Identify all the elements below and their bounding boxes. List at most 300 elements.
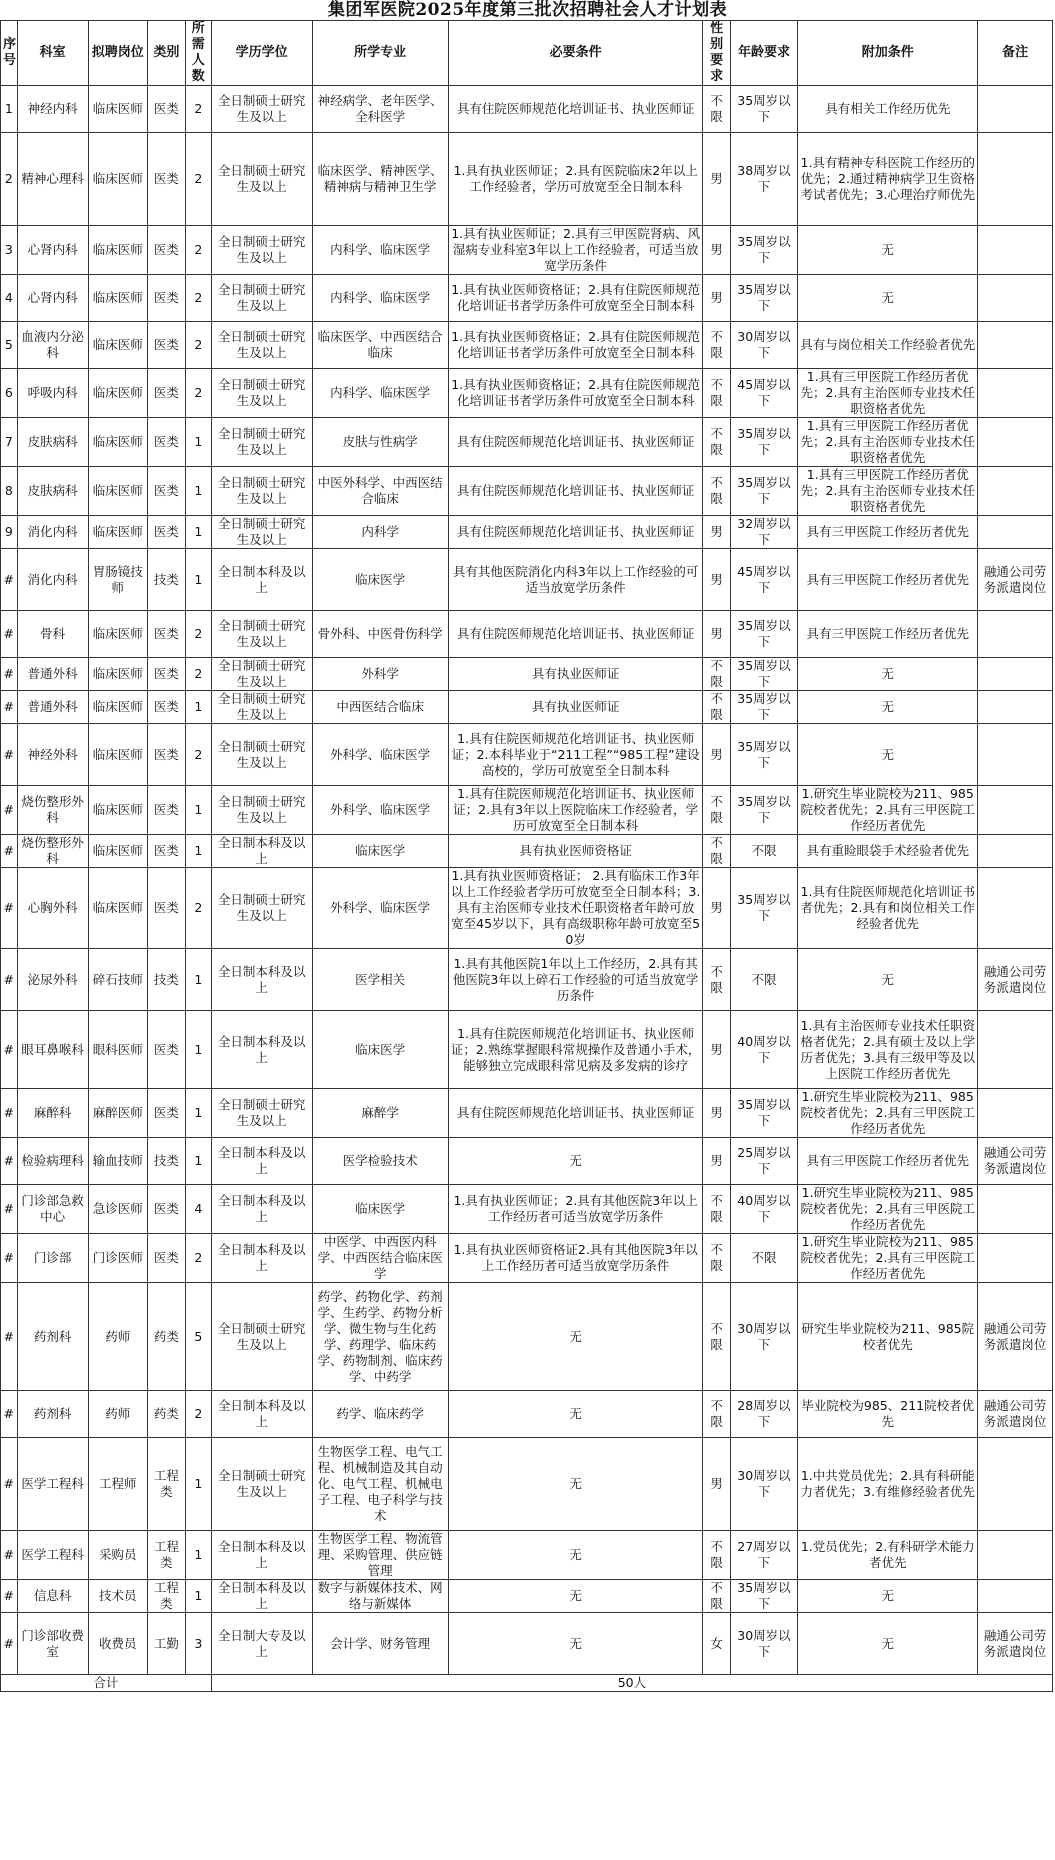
cell-post: 碎石技师 (88, 949, 147, 1011)
cell-extra: 无 (798, 1580, 978, 1613)
cell-requirements: 1.具有执业医师资格证；2.具有住院医师规范化培训证书者学历条件可放宽至全日制本科 (448, 322, 703, 369)
cell-age: 27周岁以下 (730, 1531, 798, 1580)
cell-note (978, 418, 1053, 467)
cell-extra: 无 (798, 949, 978, 1011)
table-row (1, 835, 1053, 868)
cell-gender: 男 (703, 516, 730, 549)
cell-category: 工程类 (147, 1438, 185, 1531)
cell-age: 不限 (730, 949, 798, 1011)
cell-post: 临床医师 (88, 275, 147, 322)
cell-count: 2 (185, 658, 211, 691)
cell-extra: 具有重睑眼袋手术经验者优先 (798, 835, 978, 868)
header-extra: 附加条件 (798, 21, 978, 86)
cell-requirements: 具有其他医院消化内科3年以上工作经验的可适当放宽学历条件 (448, 549, 703, 611)
cell-gender: 男 (703, 1089, 730, 1138)
cell-requirements: 无 (448, 1613, 703, 1675)
cell-age: 不限 (730, 1234, 798, 1283)
cell-note (978, 467, 1053, 516)
cell-note (978, 133, 1053, 226)
cell-category: 药类 (147, 1391, 185, 1438)
cell-extra: 无 (798, 275, 978, 322)
cell-post: 临床医师 (88, 868, 147, 949)
cell-dept: 皮肤病科 (17, 418, 88, 467)
cell-category: 医类 (147, 1234, 185, 1283)
cell-gender: 不限 (703, 1531, 730, 1580)
cell-requirements: 1.具有执业医师证；2.具有其他医院3年以上工作经历者可适当放宽学历条件 (448, 1185, 703, 1234)
table-row (1, 658, 1053, 691)
cell-age: 45周岁以下 (730, 369, 798, 418)
cell-note (978, 786, 1053, 835)
cell-category: 技类 (147, 949, 185, 1011)
cell-extra: 具有与岗位相关工作经验者优先 (798, 322, 978, 369)
cell-age: 35周岁以下 (730, 275, 798, 322)
table-row (1, 1531, 1053, 1580)
cell-dept: 神经外科 (17, 724, 88, 786)
cell-post: 收费员 (88, 1613, 147, 1675)
cell-requirements: 1.具有执业医师资格证；2.具有住院医师规范化培训证书者学历条件可放宽至全日制本科 (448, 275, 703, 322)
cell-gender: 不限 (703, 1185, 730, 1234)
cell-count: 1 (185, 418, 211, 467)
cell-requirements: 1.具有执业医师资格证2.具有其他医院3年以上工作经历者可适当放宽学历条件 (448, 1234, 703, 1283)
cell-no: # (1, 549, 18, 611)
cell-education: 全日制本科及以上 (211, 1580, 312, 1613)
cell-requirements: 具有执业医师证 (448, 658, 703, 691)
cell-extra: 毕业院校为985、211院校者优先 (798, 1391, 978, 1438)
cell-education: 全日制硕士研究生及以上 (211, 1438, 312, 1531)
cell-major: 内科学、临床医学 (312, 275, 448, 322)
table-row (1, 1580, 1053, 1613)
cell-age: 30周岁以下 (730, 322, 798, 369)
cell-gender: 男 (703, 611, 730, 658)
cell-category: 工程类 (147, 1580, 185, 1613)
cell-age: 35周岁以下 (730, 1580, 798, 1613)
cell-category: 医类 (147, 369, 185, 418)
cell-dept: 普通外科 (17, 658, 88, 691)
cell-count: 1 (185, 1580, 211, 1613)
header-category: 类别 (147, 21, 185, 86)
table-row (1, 1613, 1053, 1675)
cell-note (978, 1089, 1053, 1138)
cell-education: 全日制硕士研究生及以上 (211, 786, 312, 835)
cell-extra: 1.具有三甲医院工作经历者优先；2.具有主治医师专业技术任职资格者优先 (798, 418, 978, 467)
cell-education: 全日制硕士研究生及以上 (211, 1089, 312, 1138)
cell-category: 医类 (147, 86, 185, 133)
cell-no: 3 (1, 226, 18, 275)
cell-note (978, 1234, 1053, 1283)
cell-major: 数字与新媒体技术、网络与新媒体 (312, 1580, 448, 1613)
cell-education: 全日制本科及以上 (211, 1234, 312, 1283)
cell-category: 医类 (147, 418, 185, 467)
cell-major: 内科学、临床医学 (312, 226, 448, 275)
cell-category: 医类 (147, 1185, 185, 1234)
cell-education: 全日制本科及以上 (211, 1011, 312, 1089)
cell-post: 急诊医师 (88, 1185, 147, 1234)
cell-no: 6 (1, 369, 18, 418)
cell-note (978, 516, 1053, 549)
cell-dept: 药剂科 (17, 1283, 88, 1391)
cell-extra: 具有三甲医院工作经历者优先 (798, 611, 978, 658)
cell-requirements: 1.具有其他医院1年以上工作经历，2.具有其他医院3年以上碎石工作经验的可适当放宽学历条件 (448, 949, 703, 1011)
cell-count: 1 (185, 949, 211, 1011)
table-row (1, 516, 1053, 549)
cell-major: 中西医结合临床 (312, 691, 448, 724)
cell-age: 25周岁以下 (730, 1138, 798, 1185)
cell-extra: 无 (798, 1613, 978, 1675)
cell-note (978, 226, 1053, 275)
cell-post: 技术员 (88, 1580, 147, 1613)
header-note: 备注 (978, 21, 1053, 86)
cell-extra: 1.具有住院医师规范化培训证书者优先；2.具有和岗位相关工作经验者优先 (798, 868, 978, 949)
cell-major: 神经病学、老年医学、全科医学 (312, 86, 448, 133)
cell-no: # (1, 1531, 18, 1580)
cell-no: # (1, 1089, 18, 1138)
header-education: 学历学位 (211, 21, 312, 86)
cell-gender: 不限 (703, 691, 730, 724)
cell-requirements: 无 (448, 1580, 703, 1613)
cell-dept: 门诊部 (17, 1234, 88, 1283)
cell-age: 30周岁以下 (730, 1438, 798, 1531)
cell-age: 35周岁以下 (730, 611, 798, 658)
cell-post: 临床医师 (88, 835, 147, 868)
cell-no: # (1, 1580, 18, 1613)
cell-note: 融通公司劳务派遣岗位 (978, 1283, 1053, 1391)
cell-major: 医学相关 (312, 949, 448, 1011)
cell-education: 全日制硕士研究生及以上 (211, 226, 312, 275)
cell-count: 3 (185, 1613, 211, 1675)
table-row (1, 611, 1053, 658)
table-row (1, 1138, 1053, 1185)
cell-category: 医类 (147, 322, 185, 369)
cell-age: 40周岁以下 (730, 1185, 798, 1234)
cell-gender: 男 (703, 549, 730, 611)
cell-category: 医类 (147, 658, 185, 691)
cell-gender: 不限 (703, 835, 730, 868)
header-dept: 科室 (17, 21, 88, 86)
cell-note (978, 275, 1053, 322)
cell-dept: 医学工程科 (17, 1438, 88, 1531)
cell-dept: 消化内科 (17, 516, 88, 549)
cell-no: # (1, 1613, 18, 1675)
cell-major: 中医学、中西医内科学、中西医结合临床医学 (312, 1234, 448, 1283)
cell-dept: 检验病理科 (17, 1138, 88, 1185)
cell-no: # (1, 724, 18, 786)
cell-requirements: 无 (448, 1531, 703, 1580)
cell-age: 30周岁以下 (730, 1613, 798, 1675)
cell-post: 临床医师 (88, 786, 147, 835)
table-row (1, 786, 1053, 835)
cell-dept: 烧伤整形外科 (17, 835, 88, 868)
cell-education: 全日制硕士研究生及以上 (211, 658, 312, 691)
cell-requirements: 1.具有住院医师规范化培训证书、执业医师证；2.本科毕业于“211工程”“985工程”建设高校的，学历可放宽至全日制本科 (448, 724, 703, 786)
cell-education: 全日制本科及以上 (211, 1185, 312, 1234)
table-row (1, 275, 1053, 322)
table-row (1, 133, 1053, 226)
cell-major: 临床医学 (312, 1185, 448, 1234)
cell-no: # (1, 835, 18, 868)
cell-major: 临床医学 (312, 549, 448, 611)
cell-gender: 男 (703, 1011, 730, 1089)
cell-post: 临床医师 (88, 611, 147, 658)
cell-count: 1 (185, 691, 211, 724)
cell-extra: 1.具有精神专科医院工作经历的优先；2.通过精神病学卫生资格考试者优先；3.心理治疗师优先 (798, 133, 978, 226)
cell-requirements: 具有住院医师规范化培训证书、执业医师证 (448, 418, 703, 467)
total-label: 合计 (1, 1675, 212, 1692)
table-row (1, 724, 1053, 786)
cell-requirements: 无 (448, 1391, 703, 1438)
cell-major: 临床医学 (312, 1011, 448, 1089)
cell-major: 内科学 (312, 516, 448, 549)
cell-dept: 血液内分泌科 (17, 322, 88, 369)
total-row (1, 1675, 1053, 1692)
table-row (1, 1438, 1053, 1531)
cell-no: 4 (1, 275, 18, 322)
cell-count: 1 (185, 835, 211, 868)
table-row (1, 418, 1053, 467)
cell-no: 1 (1, 86, 18, 133)
cell-post: 临床医师 (88, 369, 147, 418)
cell-education: 全日制硕士研究生及以上 (211, 133, 312, 226)
cell-post: 输血技师 (88, 1138, 147, 1185)
cell-note (978, 86, 1053, 133)
cell-major: 外科学、临床医学 (312, 724, 448, 786)
cell-age: 38周岁以下 (730, 133, 798, 226)
cell-age: 35周岁以下 (730, 226, 798, 275)
cell-education: 全日制硕士研究生及以上 (211, 724, 312, 786)
cell-gender: 不限 (703, 1283, 730, 1391)
cell-gender: 不限 (703, 1580, 730, 1613)
cell-dept: 心胸外科 (17, 868, 88, 949)
cell-count: 2 (185, 369, 211, 418)
cell-note (978, 322, 1053, 369)
cell-no: 5 (1, 322, 18, 369)
cell-count: 5 (185, 1283, 211, 1391)
cell-dept: 泌尿外科 (17, 949, 88, 1011)
cell-extra: 具有相关工作经历优先 (798, 86, 978, 133)
cell-age: 35周岁以下 (730, 868, 798, 949)
cell-post: 临床医师 (88, 322, 147, 369)
cell-major: 临床医学、精神医学、精神病与精神卫生学 (312, 133, 448, 226)
cell-no: # (1, 658, 18, 691)
cell-post: 药师 (88, 1391, 147, 1438)
cell-extra: 无 (798, 724, 978, 786)
cell-count: 1 (185, 1438, 211, 1531)
cell-gender: 不限 (703, 467, 730, 516)
cell-gender: 不限 (703, 786, 730, 835)
cell-education: 全日制硕士研究生及以上 (211, 868, 312, 949)
header-row (1, 21, 1053, 86)
cell-dept: 信息科 (17, 1580, 88, 1613)
cell-count: 1 (185, 467, 211, 516)
table-row (1, 868, 1053, 949)
cell-note (978, 658, 1053, 691)
cell-requirements: 具有住院医师规范化培训证书、执业医师证 (448, 516, 703, 549)
header-no: 序号 (1, 21, 18, 86)
cell-education: 全日制硕士研究生及以上 (211, 369, 312, 418)
cell-dept: 心肾内科 (17, 275, 88, 322)
cell-category: 医类 (147, 724, 185, 786)
table-row (1, 549, 1053, 611)
cell-requirements: 具有执业医师证 (448, 691, 703, 724)
cell-category: 医类 (147, 786, 185, 835)
cell-major: 医学检验技术 (312, 1138, 448, 1185)
cell-major: 临床医学、中西医结合临床 (312, 322, 448, 369)
cell-requirements: 1.具有住院医师规范化培训证书、执业医师证；2.熟练掌握眼科常规操作及普通小手术，能够独立完成眼科常见病及多发病的诊疗 (448, 1011, 703, 1089)
cell-extra: 1.研究生毕业院校为211、985院校者优先；2.具有三甲医院工作经历者优先 (798, 1089, 978, 1138)
cell-extra: 1.党员优先；2.有科研学术能力者优先 (798, 1531, 978, 1580)
cell-post: 临床医师 (88, 86, 147, 133)
cell-education: 全日制硕士研究生及以上 (211, 611, 312, 658)
cell-note (978, 835, 1053, 868)
cell-no: # (1, 611, 18, 658)
cell-major: 中医外科学、中西医结合临床 (312, 467, 448, 516)
cell-requirements: 无 (448, 1438, 703, 1531)
cell-age: 35周岁以下 (730, 86, 798, 133)
cell-dept: 药剂科 (17, 1391, 88, 1438)
cell-no: # (1, 868, 18, 949)
cell-age: 35周岁以下 (730, 691, 798, 724)
cell-dept: 心肾内科 (17, 226, 88, 275)
cell-post: 临床医师 (88, 516, 147, 549)
cell-no: 9 (1, 516, 18, 549)
cell-post: 采购员 (88, 1531, 147, 1580)
cell-education: 全日制硕士研究生及以上 (211, 1283, 312, 1391)
cell-count: 2 (185, 322, 211, 369)
cell-dept: 医学工程科 (17, 1531, 88, 1580)
header-gender: 性别要求 (703, 21, 730, 86)
cell-post: 临床医师 (88, 226, 147, 275)
cell-extra: 具有三甲医院工作经历者优先 (798, 1138, 978, 1185)
cell-gender: 不限 (703, 418, 730, 467)
header-major: 所学专业 (312, 21, 448, 86)
cell-note (978, 868, 1053, 949)
cell-major: 药学、药物化学、药剂学、生药学、药物分析学、微生物与生化药学、药理学、临床药学、药物制剂、临床药学、中药学 (312, 1283, 448, 1391)
cell-age: 45周岁以下 (730, 549, 798, 611)
cell-category: 医类 (147, 516, 185, 549)
cell-requirements: 1.具有执业医师证；2.具有三甲医院肾病、风湿病专业科室3年以上工作经验者，可适当放宽学历条件 (448, 226, 703, 275)
cell-category: 技类 (147, 549, 185, 611)
cell-gender: 男 (703, 1138, 730, 1185)
cell-note (978, 1185, 1053, 1234)
cell-count: 2 (185, 724, 211, 786)
cell-count: 1 (185, 1531, 211, 1580)
cell-major: 外科学、临床医学 (312, 868, 448, 949)
cell-gender: 不限 (703, 1234, 730, 1283)
cell-post: 药师 (88, 1283, 147, 1391)
cell-count: 2 (185, 868, 211, 949)
cell-note: 融通公司劳务派遣岗位 (978, 949, 1053, 1011)
cell-category: 医类 (147, 1011, 185, 1089)
cell-requirements: 1.具有住院医师规范化培训证书、执业医师证；2.具有3年以上医院临床工作经验者，学历可放宽至全日制本科 (448, 786, 703, 835)
cell-gender: 不限 (703, 658, 730, 691)
cell-note: 融通公司劳务派遣岗位 (978, 1391, 1053, 1438)
cell-requirements: 具有住院医师规范化培训证书、执业医师证 (448, 467, 703, 516)
cell-post: 临床医师 (88, 133, 147, 226)
table-row (1, 369, 1053, 418)
cell-count: 2 (185, 611, 211, 658)
header-requirements: 必要条件 (448, 21, 703, 86)
cell-education: 全日制硕士研究生及以上 (211, 467, 312, 516)
cell-post: 胃肠镜技师 (88, 549, 147, 611)
cell-education: 全日制硕士研究生及以上 (211, 86, 312, 133)
cell-category: 医类 (147, 835, 185, 868)
cell-no: 8 (1, 467, 18, 516)
cell-requirements: 具有住院医师规范化培训证书、执业医师证 (448, 1089, 703, 1138)
cell-extra: 无 (798, 226, 978, 275)
table-row (1, 1283, 1053, 1391)
cell-count: 2 (185, 1391, 211, 1438)
cell-dept: 普通外科 (17, 691, 88, 724)
table-row (1, 226, 1053, 275)
cell-category: 医类 (147, 691, 185, 724)
cell-category: 医类 (147, 275, 185, 322)
cell-requirements: 1.具有执业医师资格证； 2.具有临床工作3年以上工作经验者学历可放宽至全日制本科；3.具有主治医师专业技术任职资格者年龄可放宽至45岁以下，具有高级职称年龄可放宽至50岁 (448, 868, 703, 949)
cell-education: 全日制硕士研究生及以上 (211, 275, 312, 322)
cell-dept: 呼吸内科 (17, 369, 88, 418)
cell-count: 1 (185, 516, 211, 549)
cell-major: 临床医学 (312, 835, 448, 868)
cell-note (978, 691, 1053, 724)
cell-education: 全日制硕士研究生及以上 (211, 516, 312, 549)
cell-category: 医类 (147, 133, 185, 226)
cell-no: 7 (1, 418, 18, 467)
cell-gender: 男 (703, 1438, 730, 1531)
cell-requirements: 无 (448, 1283, 703, 1391)
table-row (1, 1185, 1053, 1234)
cell-gender: 男 (703, 226, 730, 275)
sheet-title: 集团军医院2025年度第三批次招聘社会人才计划表 (327, 0, 728, 20)
table-row (1, 1011, 1053, 1089)
cell-gender: 女 (703, 1613, 730, 1675)
cell-age: 40周岁以下 (730, 1011, 798, 1089)
cell-count: 1 (185, 1089, 211, 1138)
cell-note (978, 1580, 1053, 1613)
cell-category: 医类 (147, 868, 185, 949)
cell-requirements: 具有住院医师规范化培训证书、执业医师证 (448, 86, 703, 133)
cell-age: 35周岁以下 (730, 1089, 798, 1138)
cell-note (978, 1438, 1053, 1531)
cell-dept: 骨科 (17, 611, 88, 658)
cell-age: 30周岁以下 (730, 1283, 798, 1391)
cell-category: 技类 (147, 1138, 185, 1185)
cell-note (978, 369, 1053, 418)
cell-post: 麻醉医师 (88, 1089, 147, 1138)
cell-age: 35周岁以下 (730, 724, 798, 786)
cell-dept: 门诊部收费室 (17, 1613, 88, 1675)
cell-dept: 消化内科 (17, 549, 88, 611)
cell-extra: 1.具有三甲医院工作经历者优先；2.具有主治医师专业技术任职资格者优先 (798, 467, 978, 516)
cell-education: 全日制本科及以上 (211, 1138, 312, 1185)
recruitment-table (0, 20, 1053, 1692)
cell-gender: 男 (703, 275, 730, 322)
cell-no: # (1, 691, 18, 724)
cell-category: 医类 (147, 1089, 185, 1138)
table-row (1, 467, 1053, 516)
cell-extra: 研究生毕业院校为211、985院校者优先 (798, 1283, 978, 1391)
cell-requirements: 无 (448, 1138, 703, 1185)
cell-extra: 1.中共党员优先；2.具有科研能力者优先；3.有维修经验者优先 (798, 1438, 978, 1531)
cell-gender: 不限 (703, 86, 730, 133)
cell-post: 临床医师 (88, 658, 147, 691)
cell-extra: 1.研究生毕业院校为211、985院校者优先；2.具有三甲医院工作经历者优先 (798, 1185, 978, 1234)
cell-major: 药学、临床药学 (312, 1391, 448, 1438)
cell-no: # (1, 1283, 18, 1391)
header-post: 拟聘岗位 (88, 21, 147, 86)
cell-no: 2 (1, 133, 18, 226)
cell-dept: 精神心理科 (17, 133, 88, 226)
cell-major: 会计学、财务管理 (312, 1613, 448, 1675)
cell-post: 眼科医师 (88, 1011, 147, 1089)
table-row (1, 1089, 1053, 1138)
